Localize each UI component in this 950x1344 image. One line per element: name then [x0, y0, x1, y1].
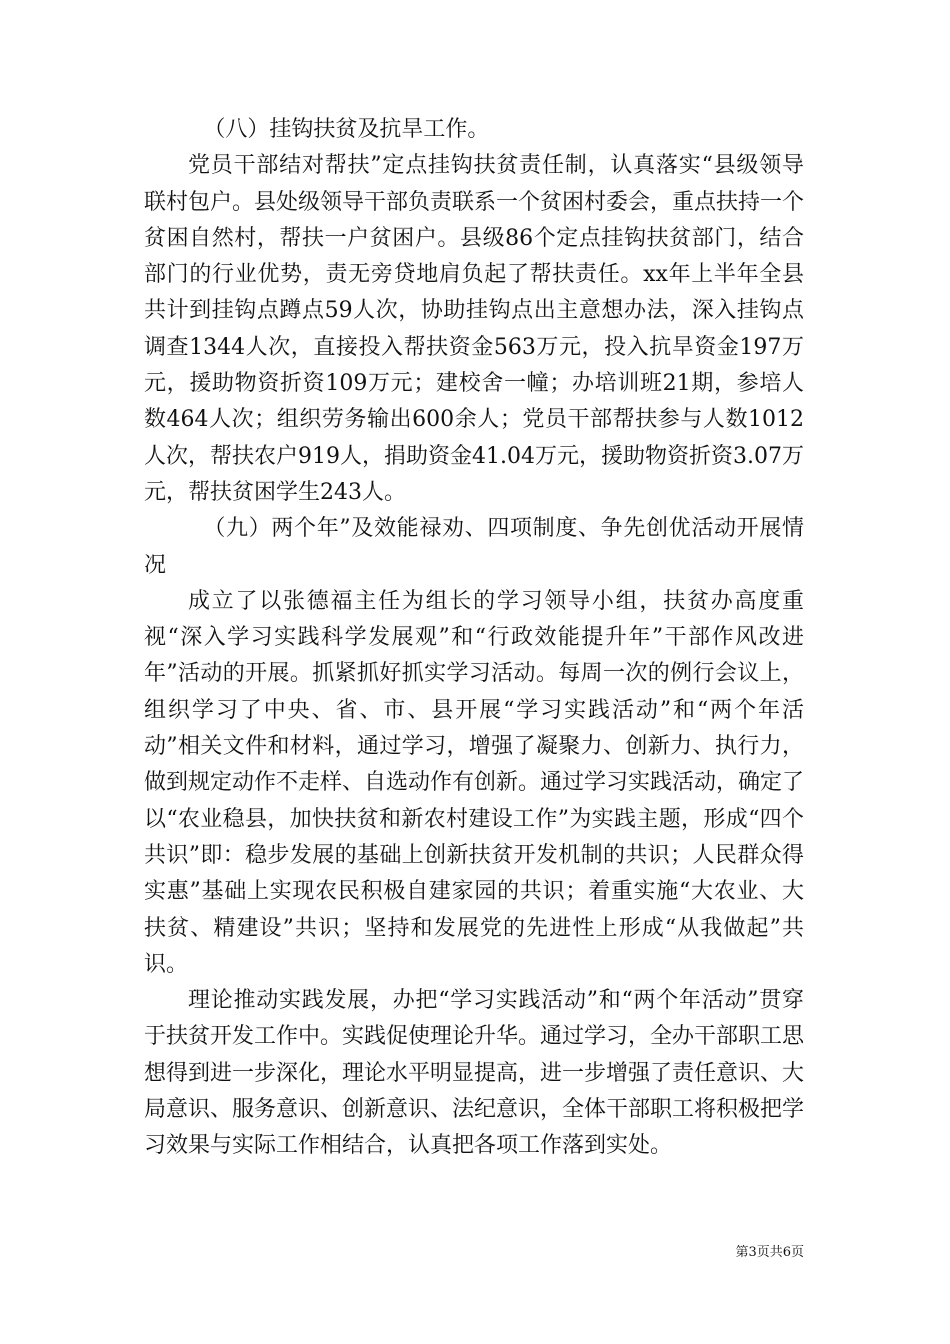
section-heading-9: （九）两个年”及效能禄劝、四项制度、争先创优活动开展情况	[144, 516, 804, 578]
section-heading-8: （八）挂钩扶贫及抗旱工作。	[203, 117, 490, 142]
paragraph-poverty-assistance: 党员干部结对帮扶”定点挂钩扶贫责任制，认真落实“县级领导联村包户。县处级领导干部负责联系一个贫困村委会，重点扶持一个贫困自然村，帮扶一户贫困户。县级86个定点挂钩扶贫部门，结合部门的行业优势，责无旁贷地肩负起了帮扶责任。xx年上半年全县共计到挂钩点蹲点59人次，协助挂钩点出主意想办法，深入挂钩点调查1344人次，直接投入帮扶资金563万元，投入抗旱资金197万元，援助物资折资109万元；建校舍一幢；办培训班21期，参培人数464人次；组织劳务输出600余人；党员干部帮扶参与人数1012人次，帮扶农户919人，捐助资金41.04万元，援助物资折资3.07万元，帮扶贫困学生243人。	[144, 153, 805, 505]
paragraph-theory-practice: 理论推动实践发展，办把“学习实践活动”和“两个年活动”贯穿于扶贫开发工作中。实践促使理论升华。通过学习，全办干部职工思想得到进一步深化，理论水平明显提高，进一步增强了责任意识、大局意识、服务意识、创新意识、法纪意识，全体干部职工将积极把学习效果与实际工作相结合，认真把各项工作落到实处。	[144, 988, 805, 1159]
page-number-footer: 第3页共6页	[735, 1245, 804, 1260]
document-body	[144, 112, 804, 1165]
paragraph-study-group: 成立了以张德福主任为组长的学习领导小组，扶贫办高度重视“深入学习实践科学发展观”和“行政效能提升年”干部作风改进年”活动的开展。抓紧抓好抓实学习活动。每周一次的例行会议上，组织学习了中央、省、市、县开展“学习实践活动”和“两个年活动”相关文件和材料，通过学习，增强了凝聚力、创新力、执行力，做到规定动作不走样、自选动作有创新。通过学习实践活动，确定了以“农业稳县，加快扶贫和新农村建设工作”为实践主题，形成“四个共识”即：稳步发展的基础上创新扶贫开发机制的共识；人民群众得实惠”基础上实现农民积极自建家园的共识；着重实施“大农业、大扶贫、精建设”共识；坚持和发展党的先进性上形成“从我做起”共识。	[144, 588, 805, 977]
